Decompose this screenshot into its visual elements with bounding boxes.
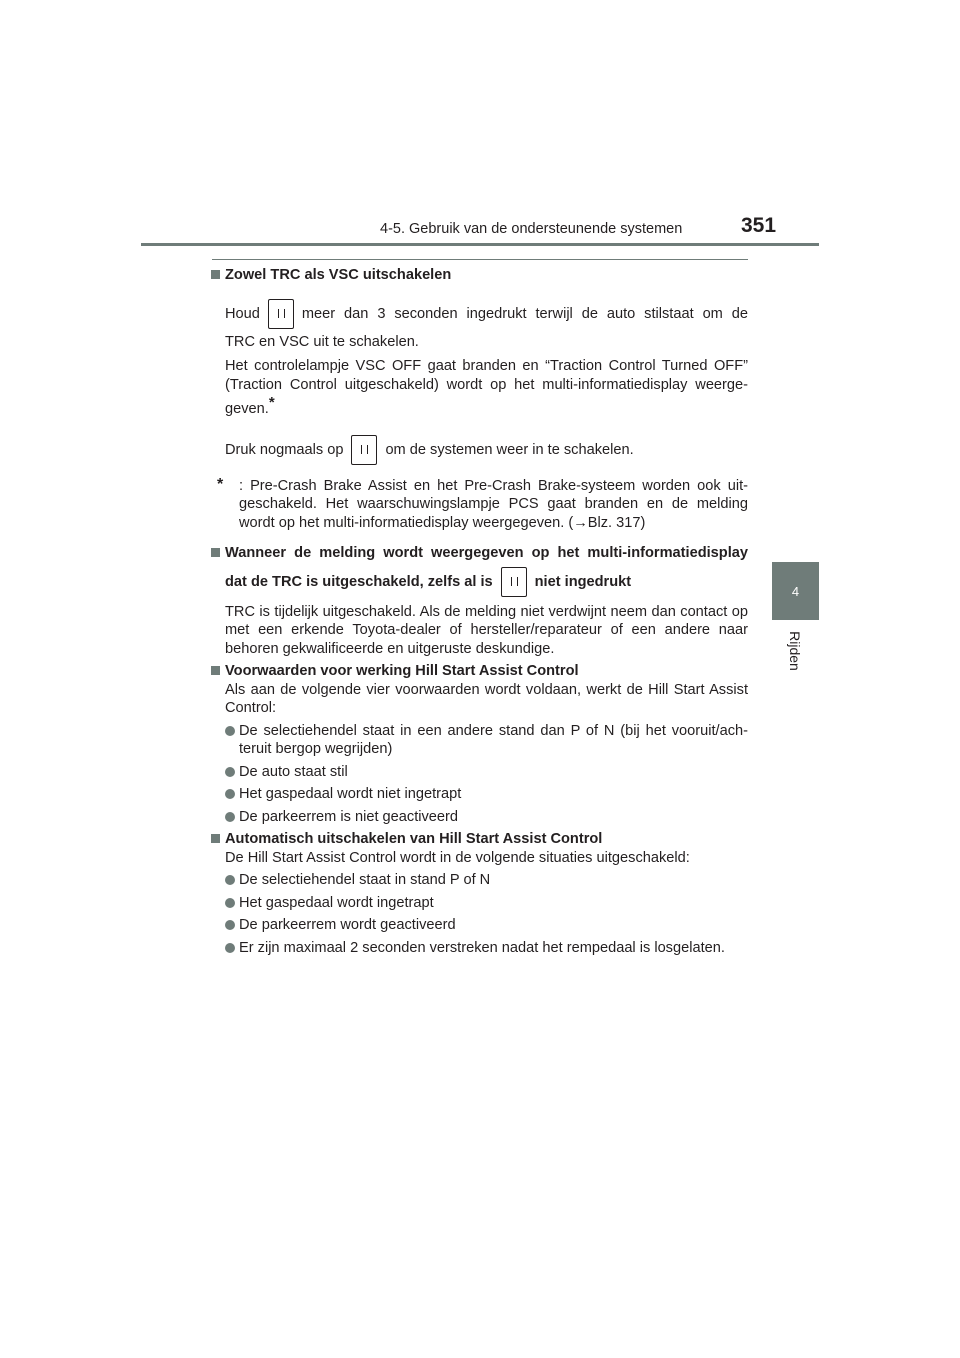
list-item-text: De selectiehendel staat in stand P of N (239, 872, 491, 889)
section-heading (211, 544, 748, 563)
list-item (211, 722, 748, 759)
heading-text: dat de TRC is uitgeschakeld, zelfs al is (225, 573, 493, 590)
chapter-label-text: Rijden (787, 631, 804, 671)
paragraph (211, 299, 748, 329)
section-heading (211, 830, 748, 849)
text: Druk nogmaals op (225, 441, 344, 458)
list-item (211, 785, 748, 804)
text: Het controlelampje VSC OFF gaat branden en “Traction Control Turned OFF” (Traction Control uitgeschakeld) wordt op het multi-informatiedisplay weerge-geven. (225, 358, 748, 417)
circle-bullet-icon (225, 767, 235, 777)
heading-text: Automatisch uitschakelen van Hill Start Assist Control (225, 831, 603, 848)
page-content (211, 266, 748, 957)
circle-bullet-icon (225, 920, 235, 930)
footnote (211, 477, 748, 533)
text: meer dan 3 seconden ingedrukt terwijl de auto stilstaat om de (301, 305, 748, 322)
circle-bullet-icon (225, 789, 235, 799)
list-item-text: Er zijn maximaal 2 seconden verstreken nadat het rempedaal is losgelaten. (239, 939, 725, 956)
chapter-number: 4 (791, 583, 800, 599)
list-item (211, 916, 748, 935)
paragraph (211, 435, 748, 465)
header-rule (141, 243, 819, 246)
list-item (211, 763, 748, 782)
paragraph: Als aan de volgende vier voorwaarden wordt voldaan, werkt de Hill Start Assist Control: (225, 681, 748, 717)
section-heading (211, 662, 748, 681)
square-bullet-icon (211, 666, 220, 675)
footnote-marker: * (217, 475, 224, 493)
footnote-text: : Pre-Crash Brake Assist en het Pre-Crash Brake-systeem worden ook uit-geschakeld. Het waarschuwingslampje PCS gaat branden en de melding wordt op het multi-informatiedisplay weergegeven. (→Blz. 317) (239, 477, 748, 531)
circle-bullet-icon (225, 898, 235, 908)
header-title: 4-5. Gebruik van de ondersteunende systemen (380, 221, 683, 237)
list-item-text: De selectiehendel staat in een andere stand dan P of N (bij het vooruit/ach-teruit bergop wegrijden) (239, 722, 748, 758)
list-item-text: De parkeerrem is niet geactiveerd (239, 808, 459, 825)
square-bullet-icon (211, 548, 220, 557)
text: om de systemen weer in te schakelen. (385, 441, 634, 458)
list-item (211, 871, 748, 890)
chapter-tab (772, 562, 819, 620)
vsc-off-button-icon (268, 299, 294, 329)
square-bullet-icon (211, 834, 220, 843)
circle-bullet-icon (225, 943, 235, 953)
circle-bullet-icon (225, 726, 235, 736)
section-rule (212, 259, 748, 260)
text: Houd (225, 305, 260, 322)
heading-text: Wanneer de melding wordt weergegeven op het multi-informatiedisplay (225, 545, 748, 562)
section-heading-line (211, 567, 748, 597)
heading-text: Zowel TRC als VSC uitschakelen (225, 267, 452, 283)
circle-bullet-icon (225, 812, 235, 822)
vsc-off-button-icon (351, 435, 377, 465)
list-item (211, 808, 748, 827)
list-item-text: Het gaspedaal wordt niet ingetrapt (239, 786, 462, 803)
circle-bullet-icon (225, 875, 235, 885)
paragraph (211, 357, 748, 418)
list-item-text: De parkeerrem wordt geactiveerd (239, 917, 456, 934)
heading-text: Voorwaarden voor werking Hill Start Assist Control (225, 663, 579, 680)
list-item (211, 939, 748, 958)
list-item-text: Het gaspedaal wordt ingetrapt (239, 894, 434, 911)
list-item (211, 894, 748, 913)
square-bullet-icon (211, 270, 220, 279)
paragraph: De Hill Start Assist Control wordt in de volgende situaties uitgeschakeld: (225, 849, 690, 866)
page-number: 351 (741, 214, 777, 237)
chapter-label (783, 628, 807, 674)
paragraph: TRC en VSC uit te schakelen. (225, 333, 419, 350)
paragraph: TRC is tijdelijk uitgeschakeld. Als de melding niet verdwijnt neem dan contact op met een erkende Toyota-dealer of hersteller/reparateur of een andere naar behoren gekwalificeerde en uitgeruste deskundige. (225, 603, 748, 657)
heading-text: niet ingedrukt (534, 573, 632, 590)
vsc-off-button-icon (501, 567, 527, 597)
section-heading (211, 266, 748, 285)
footnote-marker: * (268, 394, 275, 412)
list-item-text: De auto staat stil (239, 763, 348, 780)
